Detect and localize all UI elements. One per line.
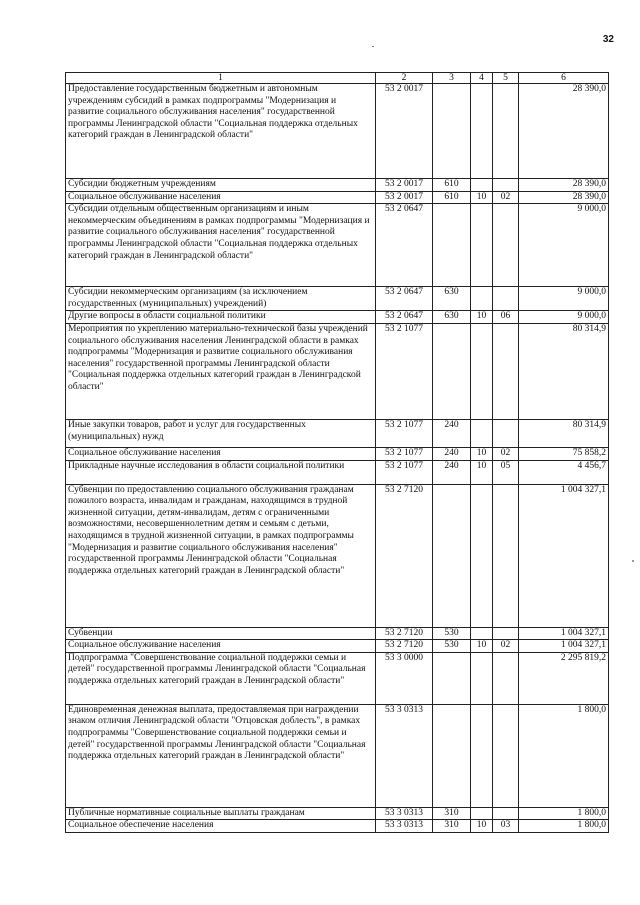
row-subsection [493, 652, 519, 704]
page-number: 32 [602, 34, 614, 45]
row-expense-type [433, 84, 471, 179]
row-subsection [493, 323, 519, 419]
row-section [471, 84, 493, 179]
row-name: Субсидии бюджетным учреждениям [66, 179, 376, 192]
row-section: 10 [471, 191, 493, 204]
row-expense-type: 240 [433, 447, 471, 460]
table-row [66, 704, 609, 807]
table-row [66, 447, 609, 460]
row-section: 10 [471, 820, 493, 833]
row-amount: 2 295 819,2 [519, 652, 609, 704]
row-subsection [493, 204, 519, 287]
row-target-article: 53 2 1077 [376, 419, 433, 447]
table-row [66, 191, 609, 204]
row-section: 10 [471, 447, 493, 460]
table-row [66, 460, 609, 484]
row-target-article: 53 2 7120 [376, 484, 433, 627]
row-target-article: 53 2 7120 [376, 640, 433, 653]
column-header-subsection: 5 [493, 73, 519, 84]
row-subsection: 02 [493, 447, 519, 460]
row-expense-type: 310 [433, 820, 471, 833]
row-name: Субвенции по предоставлению социального обслуживания гражданам пожилого возраста, инвалидам и гражданам, находящимся в трудной жизненной ситуации, детям-инвалидам, детям с ограниченными возможностями, несовершеннолетним детям и семьям с детьми, находящимся в трудной жизненной ситуации, в рамках подпрограммы "Модернизация и развитие социального обслуживания населения" государственной программы Ленинградской области "Социальная поддержка отдельных категорий граждан в Ленинградской области" [66, 484, 376, 627]
table-row [66, 287, 609, 311]
row-amount: 1 800,0 [519, 807, 609, 820]
table-row [66, 419, 609, 447]
row-amount: 80 314,9 [519, 323, 609, 419]
row-expense-type: 530 [433, 627, 471, 640]
row-target-article: 53 2 1077 [376, 460, 433, 484]
row-subsection [493, 287, 519, 311]
row-target-article: 53 2 0017 [376, 179, 433, 192]
table-row [66, 484, 609, 627]
scan-speck [632, 560, 634, 562]
row-name: Другие вопросы в области социальной политики [66, 311, 376, 324]
row-amount: 80 314,9 [519, 419, 609, 447]
row-expense-type [433, 652, 471, 704]
row-section [471, 287, 493, 311]
row-target-article: 53 2 0647 [376, 311, 433, 324]
row-name: Предоставление государственным бюджетным и автономным учреждениям субсидий в рамках подпрограммы "Модернизация и развитие социального обслуживания населения" государственной программы Ленинградской области "Социальная поддержка отдельных категорий граждан в Ленинградской области" [66, 84, 376, 179]
row-expense-type: 610 [433, 191, 471, 204]
header-row [66, 73, 609, 84]
table-row [66, 627, 609, 640]
row-section [471, 704, 493, 807]
row-section [471, 807, 493, 820]
row-target-article: 53 2 1077 [376, 323, 433, 419]
table-row [66, 179, 609, 192]
row-subsection [493, 704, 519, 807]
row-section [471, 179, 493, 192]
row-expense-type: 610 [433, 179, 471, 192]
row-name: Единовременная денежная выплата, предоставляемая при награждении знаком отличия Ленинградской области "Отцовская доблесть", в рамках подпрограммы "Совершенствование социальной поддержки семьи и детей" государственной программы Ленинградской области "Социальная поддержка отдельных категорий граждан в Ленинградской области" [66, 704, 376, 807]
row-subsection [493, 627, 519, 640]
row-target-article: 53 2 7120 [376, 627, 433, 640]
row-subsection: 02 [493, 640, 519, 653]
row-expense-type: 240 [433, 460, 471, 484]
table-row [66, 84, 609, 179]
row-subsection [493, 807, 519, 820]
row-expense-type: 630 [433, 311, 471, 324]
row-subsection [493, 179, 519, 192]
table-row [66, 652, 609, 704]
row-name: Социальное обслуживание населения [66, 447, 376, 460]
row-expense-type: 530 [433, 640, 471, 653]
row-name: Субсидии некоммерческим организациям (за исключением государственных (муниципальных) учреждений) [66, 287, 376, 311]
row-name: Мероприятия по укреплению материально-технической базы учреждений социального обслуживания населения Ленинградской области в рамках подпрограммы "Модернизация и развитие социального обслуживания населения" государственной программы Ленинградской области "Социальная поддержка отдельных категорий граждан в Ленинградской области" [66, 323, 376, 419]
row-subsection [493, 419, 519, 447]
row-expense-type [433, 323, 471, 419]
row-name: Публичные нормативные социальные выплаты гражданам [66, 807, 376, 820]
row-amount: 28 390,0 [519, 191, 609, 204]
row-amount: 28 390,0 [519, 179, 609, 192]
column-header-amount: 6 [519, 73, 609, 84]
row-section [471, 323, 493, 419]
row-expense-type: 630 [433, 287, 471, 311]
row-section [471, 652, 493, 704]
row-section: 10 [471, 640, 493, 653]
row-section: 10 [471, 460, 493, 484]
row-target-article: 53 2 1077 [376, 447, 433, 460]
row-section [471, 627, 493, 640]
row-section [471, 419, 493, 447]
row-amount: 1 004 327,1 [519, 640, 609, 653]
table-row [66, 640, 609, 653]
row-name: Социальное обслуживание населения [66, 640, 376, 653]
row-amount: 9 000,0 [519, 311, 609, 324]
column-header-name: 1 [66, 73, 376, 84]
row-expense-type [433, 484, 471, 627]
row-target-article: 53 3 0313 [376, 820, 433, 833]
table-row [66, 204, 609, 287]
row-name: Социальное обеспечение населения [66, 820, 376, 833]
table-row [66, 820, 609, 833]
row-amount: 4 456,7 [519, 460, 609, 484]
row-subsection: 02 [493, 191, 519, 204]
row-expense-type [433, 204, 471, 287]
row-amount: 1 004 327,1 [519, 627, 609, 640]
row-expense-type: 310 [433, 807, 471, 820]
row-target-article: 53 3 0000 [376, 652, 433, 704]
row-subsection: 06 [493, 311, 519, 324]
row-name: Иные закупки товаров, работ и услуг для государственных (муниципальных) нужд [66, 419, 376, 447]
row-section: 10 [471, 311, 493, 324]
column-header-section: 4 [471, 73, 493, 84]
table-row [66, 807, 609, 820]
row-name: Подпрограмма "Совершенствование социальной поддержки семьи и детей" государственной программы Ленинградской области "Социальная поддержка отдельных категорий граждан в Ленинградской области" [66, 652, 376, 704]
row-target-article: 53 2 0647 [376, 204, 433, 287]
row-amount: 75 858,2 [519, 447, 609, 460]
row-target-article: 53 2 0647 [376, 287, 433, 311]
row-target-article: 53 2 0017 [376, 191, 433, 204]
row-section [471, 484, 493, 627]
row-target-article: 53 3 0313 [376, 704, 433, 807]
row-subsection [493, 484, 519, 627]
row-subsection [493, 84, 519, 179]
row-name: Субсидии отдельным общественным организациям и иным некоммерческим объединениям в рамках подпрограммы "Модернизация и развитие социального обслуживания населения" государственной программы Ленинградской области "Социальная поддержка отдельных категорий граждан в Ленинградской области" [66, 204, 376, 287]
row-amount: 1 800,0 [519, 704, 609, 807]
scan-speck [372, 46, 374, 47]
row-expense-type: 240 [433, 419, 471, 447]
row-amount: 28 390,0 [519, 84, 609, 179]
row-name: Субвенции [66, 627, 376, 640]
table-row [66, 311, 609, 324]
column-header-target-article: 2 [376, 73, 433, 84]
row-expense-type [433, 704, 471, 807]
row-name: Прикладные научные исследования в области социальной политики [66, 460, 376, 484]
row-subsection: 05 [493, 460, 519, 484]
row-section [471, 204, 493, 287]
row-amount: 9 000,0 [519, 287, 609, 311]
row-amount: 9 000,0 [519, 204, 609, 287]
column-header-expense-type: 3 [433, 73, 471, 84]
row-target-article: 53 2 0017 [376, 84, 433, 179]
table-row [66, 323, 609, 419]
row-amount: 1 800,0 [519, 820, 609, 833]
row-name: Социальное обслуживание населения [66, 191, 376, 204]
row-amount: 1 004 327,1 [519, 484, 609, 627]
budget-table [65, 72, 609, 833]
row-subsection: 03 [493, 820, 519, 833]
row-target-article: 53 3 0313 [376, 807, 433, 820]
